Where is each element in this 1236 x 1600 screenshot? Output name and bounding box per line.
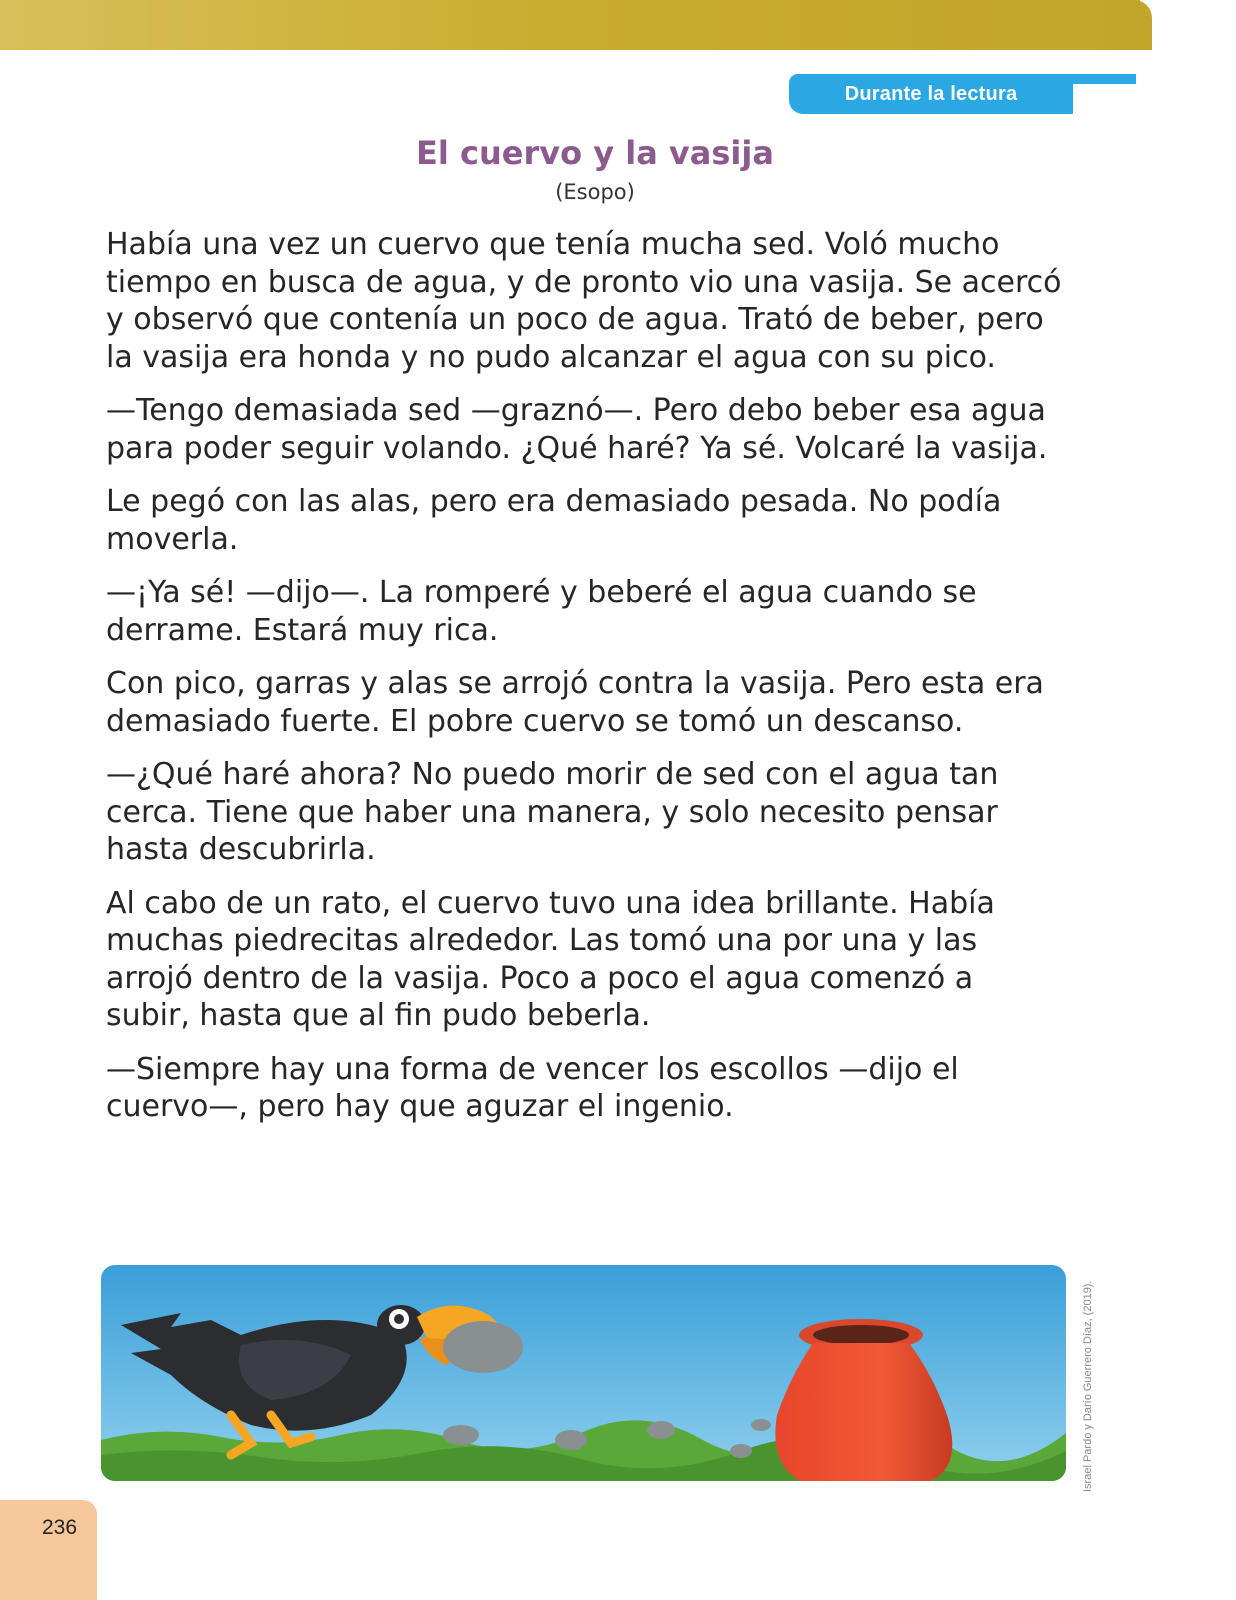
story-paragraph: Con pico, garras y alas se arrojó contra la vasija. Pero esta era demasiado fuerte. El pobre cuervo se tomó un descanso. <box>106 666 1044 739</box>
story-paragraph: —Siempre hay una forma de vencer los escollos —dijo el cuervo—, pero hay que aguzar el ingenio. <box>106 1051 959 1124</box>
top-color-band <box>0 0 1140 50</box>
story-paragraph: Al cabo de un rato, el cuervo tuvo una idea brillante. Había muchas piedrecitas alrededor. Las tomó una por una y las arrojó dentro de la vasija. Poco a poco el agua comenzó a subir, hasta que al fin pudo beberla. <box>106 885 995 1033</box>
story-body <box>106 226 1066 1142</box>
illustration-credit: Israel Pardo y Darío Guerrero Díaz, (2019). <box>1082 1280 1094 1492</box>
story-paragraph: Le pegó con las alas, pero era demasiado pesada. No podía moverla. <box>106 484 1002 557</box>
section-tag: Durante la lectura <box>789 74 1073 114</box>
story-paragraph: —¡Ya sé! —dijo—. La romperé y beberé el agua cuando se derrame. Estará muy rica. <box>106 575 977 648</box>
story-paragraph: —¿Qué haré ahora? No puedo morir de sed con el agua tan cerca. Tiene que haber una manera, y solo necesito pensar hasta descubrirla. <box>106 757 999 867</box>
crow-and-pot-illustration <box>101 1265 1066 1481</box>
section-tag-tail <box>1068 74 1136 84</box>
story-paragraph: —Tengo demasiada sed —graznó—. Pero debo beber esa agua para poder seguir volando. ¿Qué haré? Ya sé. Volcaré la vasija. <box>106 393 1048 466</box>
story-paragraph: Había una vez un cuervo que tenía mucha sed. Voló mucho tiempo en busca de agua, y de pronto vio una vasija. Se acercó y observó que contenía un poco de agua. Trató de beber, pero la vasija era honda y no pudo alcanzar el agua con su pico. <box>106 227 1062 375</box>
page-number: 236 <box>42 1516 78 1539</box>
story-title: El cuervo y la vasija <box>416 134 774 172</box>
story-author: (Esopo) <box>555 180 635 204</box>
page-number-tab <box>0 1500 97 1600</box>
